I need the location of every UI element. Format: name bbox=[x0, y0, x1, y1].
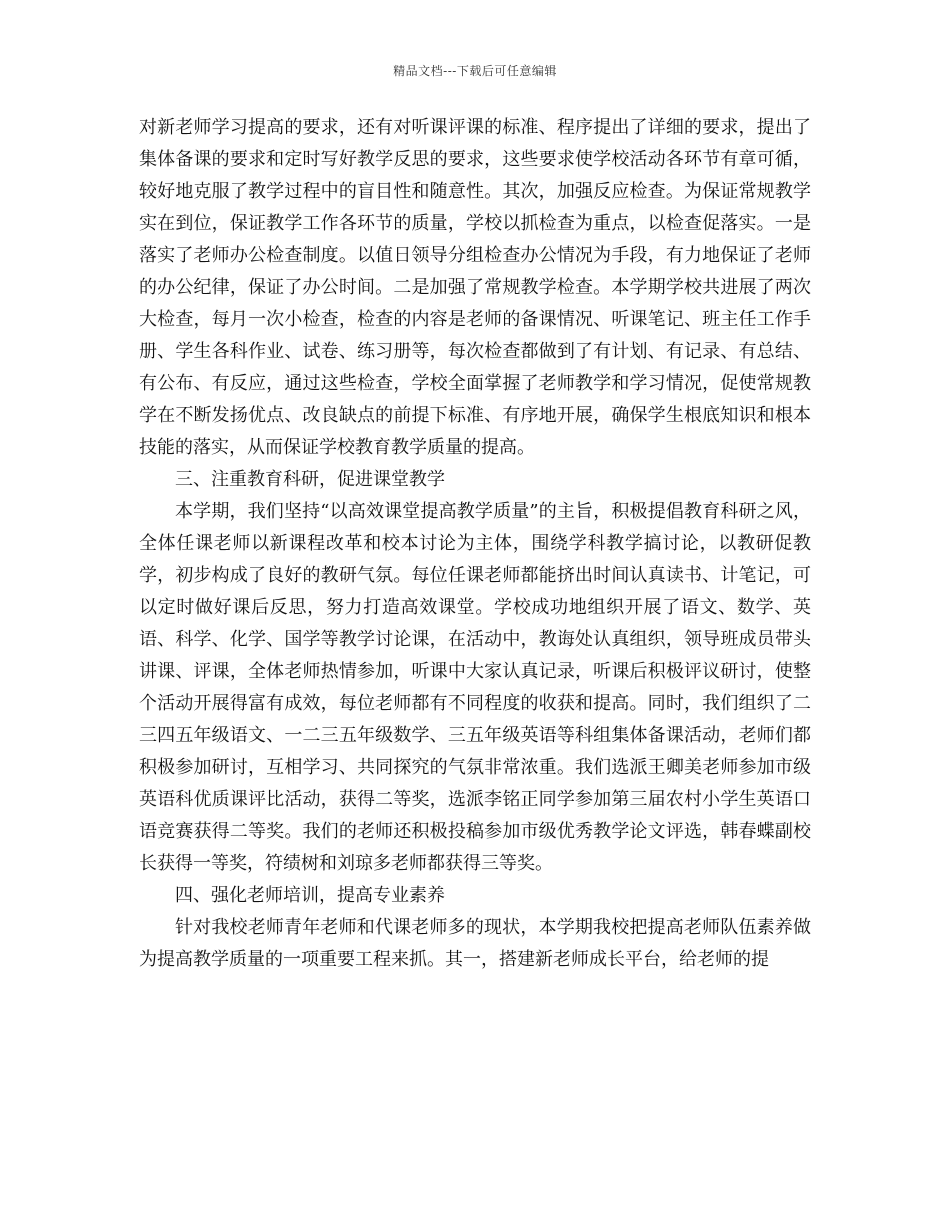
section-heading-3: 三、注重教育科研，促进课堂教学 bbox=[175, 469, 445, 490]
paragraph-research: 本学期，我们坚持“以高效课堂提高教学质量”的主旨，积极提倡教育科研之风，全体任课老师以新课程改革和校本讨论为主体，围绕学科教学搞讨论，以教研促教学，初步构成了良好的教研气氛。每位任课老师都能挤出时间认真读书、计笔记，可以定时做好课后反思，努力打造高效课堂。学校成功地组织开展了语文、数学、英语、科学、化学、国学等教学讨论课，在活动中，教诲处认真组织，领导班成员带头讲课、评课，全体老师热情参加，听课中大家认真记录，听课后积极评议研讨，使整个活动开展得富有成效，每位老师都有不同程度的收获和提高。同时，我们组织了二三四五年级语文、一二三五年级数学、三五年级英语等科组集体备课活动，老师们都积极参加研讨，互相学习、共同探究的气氛非常浓重。我们选派王卿美老师参加市级英语科优质课评比活动，获得二等奖，选派李铭正同学参加第三届农村小学生英语口语竞赛获得二等奖。我们的老师还积极投稿参加市级优秀教学论文评选，韩春蝶副校长获得一等奖，符绩树和刘琼多老师都获得三等奖。 bbox=[139, 501, 811, 874]
document-body bbox=[139, 112, 811, 976]
paragraph-continued: 对新老师学习提高的要求，还有对听课评课的标准、程序提出了详细的要求，提出了集体备课的要求和定时写好教学反思的要求，这些要求使学校活动各环节有章可循，较好地克服了教学过程中的盲目性和随意性。其次，加强反应检查。为保证常规教学实在到位，保证教学工作各环节的质量，学校以抓检查为重点，以检查促落实。一是落实了老师办公检查制度。以值日领导分组检查办公情况为手段，有力地保证了老师的办公纪律，保证了办公时间。二是加强了常规教学检查。本学期学校共进展了两次大检查，每月一次小检查，检查的内容是老师的备课情况、听课笔记、班主任工作手册、学生各科作业、试卷、练习册等，每次检查都做到了有计划、有记录、有总结、有公布、有反应，通过这些检查，学校全面掌握了老师教学和学习情况，促使常规教学在不断发扬优点、改良缺点的前提下标准、有序地开展，确保学生根底知识和根本技能的落实，从而保证学校教育教学质量的提高。 bbox=[139, 117, 811, 458]
page-header: 精品文档---下载后可任意编辑 bbox=[393, 64, 557, 78]
section-heading-4: 四、强化老师培训，提高专业素养 bbox=[175, 885, 445, 906]
paragraph-training: 针对我校老师青年老师和代课老师多的现状，本学期我校把提高老师队伍素养做为提高教学质量的一项重要工程来抓。其一，搭建新老师成长平台，给老师的提 bbox=[139, 917, 811, 970]
